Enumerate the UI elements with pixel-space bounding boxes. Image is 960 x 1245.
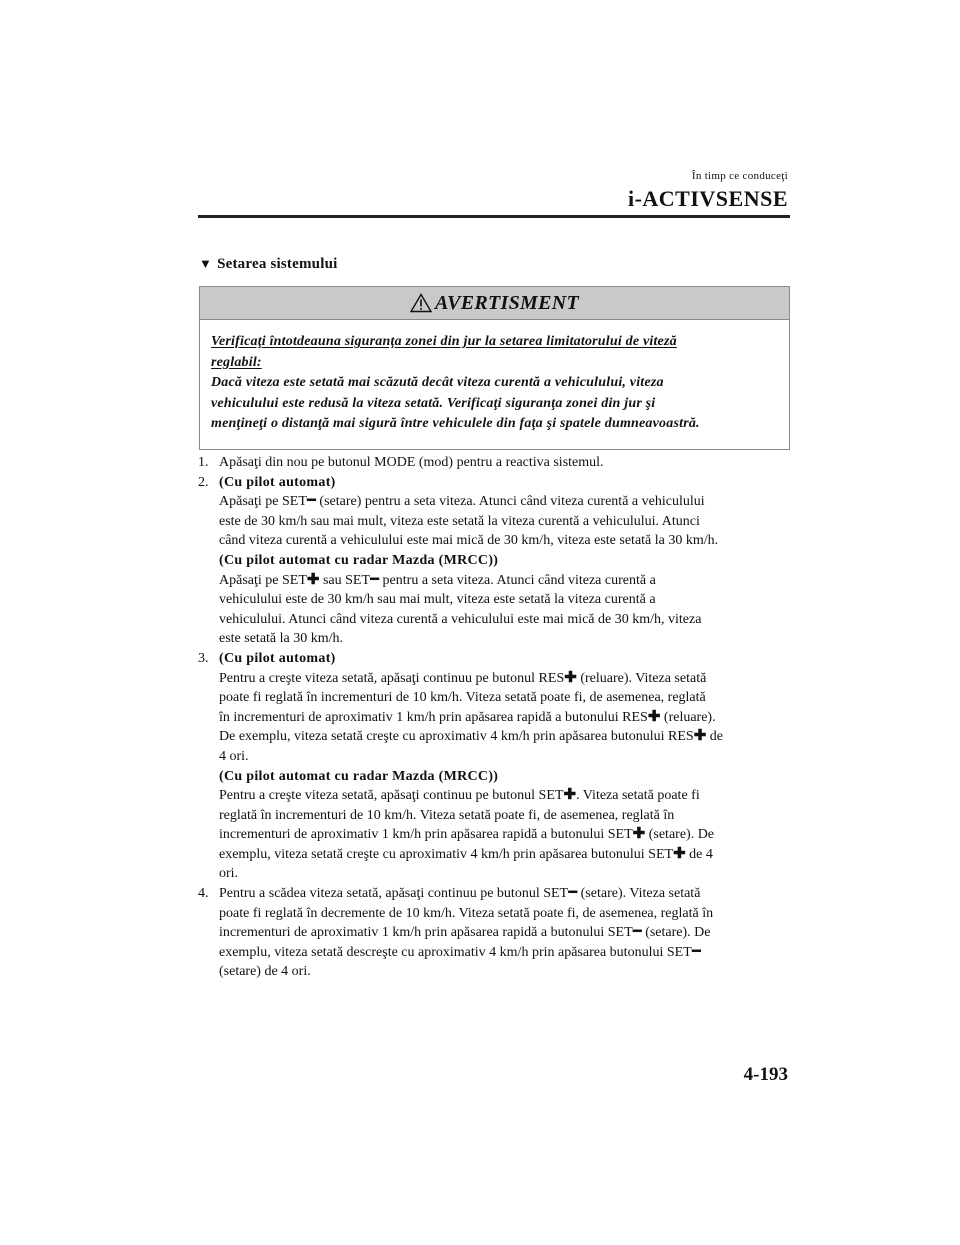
step-line: exemplu, viteza setată descreşte cu aproximativ 4 km/h prin apăsarea butonului SET━ (219, 943, 701, 960)
triangle-marker-icon: ▼ (199, 256, 213, 271)
page-number: 4-193 (743, 1064, 788, 1085)
plus-icon: ✚ (306, 571, 320, 588)
warning-line: Dacă viteza este setată mai scăzută decât viteza curentă a vehiculului, viteza (211, 375, 664, 390)
step-line: incrementuri de aproximativ 1 km/h prin apăsarea rapidă a butonului SET✚ (setare). De (219, 826, 715, 843)
step-line: vehiculului. Atunci când viteza curentă a vehiculului este mai mică de 30 km/h, viteza (219, 611, 702, 627)
step-number: 4. (198, 886, 209, 902)
warning-line: Verificaţi întotdeauna siguranţa zonei din jur la setarea limitatorului de viteză (211, 334, 677, 349)
step-subheading: (Cu pilot automat cu radar Mazda (MRCC)) (219, 768, 499, 784)
minus-icon: ━ (632, 924, 642, 941)
step-2 (198, 473, 798, 649)
step-line: este de 30 km/h sau mai mult, viteza este setată la viteza curentă a vehiculului. Atunci (219, 513, 700, 529)
warning-box (199, 286, 790, 450)
step-line: reglată în incrementuri de 10 km/h. Viteza setată poate fi, de asemenea, reglată în (219, 807, 675, 823)
warning-triangle-icon (410, 293, 432, 313)
minus-icon: ━ (691, 943, 701, 960)
step-line: poate fi reglată în incrementuri de 10 km/h. Viteza setată poate fi, de asemenea, reglată (219, 690, 706, 706)
step-line: Pentru a creşte viteza setată, apăsaţi continuu pe butonul SET✚. Viteza setată poate fi (219, 787, 700, 804)
warning-line: reglabil: (211, 354, 262, 370)
minus-icon: ━ (568, 885, 578, 902)
step-number: 3. (198, 650, 209, 666)
step-line: Apăsaţi pe SET━ (setare) pentru a seta viteza. Atunci când viteza curentă a vehiculului (219, 493, 705, 510)
step-subheading: (Cu pilot automat) (219, 474, 336, 490)
step-3 (198, 649, 798, 884)
step-line: Apăsaţi pe SET✚ sau SET━ pentru a seta viteza. Atunci când viteza curentă a (219, 571, 656, 588)
step-number: 2. (198, 474, 209, 490)
step-line: în incrementuri de aproximativ 1 km/h prin apăsarea rapidă a butonului RES✚ (reluare). (219, 708, 716, 725)
step-line: Pentru a creşte viteza setată, apăsaţi continuu pe butonul RES✚ (reluare). Viteza setată (219, 669, 707, 686)
step-line: incrementuri de aproximativ 1 km/h prin apăsarea rapidă a butonului SET━ (setare). De (219, 924, 711, 941)
minus-icon: ━ (306, 493, 316, 510)
header-rule (198, 215, 790, 218)
plus-icon: ✚ (564, 669, 577, 686)
warning-body (200, 320, 789, 449)
step-line: (setare) de 4 ori. (219, 964, 311, 980)
header-title: i-ACTIVSENSE (627, 186, 788, 211)
step-1 (198, 453, 798, 473)
step-4 (198, 884, 798, 982)
step-line: este setată la 30 km/h. (219, 631, 344, 647)
plus-icon: ✚ (673, 845, 686, 862)
step-line: Pentru a scădea viteza setată, apăsaţi continuu pe butonul SET━ (setare). Viteza setată (219, 885, 701, 902)
minus-icon: ━ (370, 571, 380, 588)
warning-line: menţineţi o distanţă mai sigură între vehiculele din faţa şi spatele dumneavoastră. (211, 416, 700, 431)
step-subheading: (Cu pilot automat) (219, 650, 336, 666)
header-subtitle: În timp ce conduceţi (691, 170, 788, 182)
step-line: vehiculului este de 30 km/h sau mai mult, viteza este setată la viteza curentă a (219, 592, 656, 608)
steps-list (198, 453, 798, 982)
section-heading-text: Setarea sistemului (217, 256, 338, 272)
step-line: când viteza curentă a vehiculului este mai mică de 30 km/h, viteza este setată la 30 km/h. (219, 533, 719, 549)
step-subheading: (Cu pilot automat cu radar Mazda (MRCC)) (219, 552, 499, 568)
step-line: Apăsaţi din nou pe butonul MODE (mod) pentru a reactiva sistemul. (219, 455, 604, 470)
warning-header (200, 287, 789, 320)
step-line: poate fi reglată în decremente de 10 km/h. Viteza setată poate fi, de asemenea, reglată în (219, 905, 714, 921)
step-line: De exemplu, viteza setată creşte cu aproximativ 4 km/h prin apăsarea butonului RES✚ de (219, 728, 723, 745)
plus-icon: ✚ (563, 787, 577, 804)
step-line: exemplu, viteza setată creşte cu aproximativ 4 km/h prin apăsarea butonului SET✚ de 4 (219, 845, 713, 862)
warning-line: vehiculului este redusă la viteza setată. Verificaţi siguranţa zonei din jur şi (211, 395, 656, 411)
warning-title: AVERTISMENT (434, 291, 580, 314)
plus-icon: ✚ (632, 826, 646, 843)
step-line: ori. (219, 866, 239, 882)
plus-icon: ✚ (647, 708, 661, 725)
plus-icon: ✚ (693, 728, 707, 745)
section-heading (199, 256, 337, 273)
step-number: 1. (198, 455, 209, 470)
step-line: 4 ori. (219, 748, 249, 764)
